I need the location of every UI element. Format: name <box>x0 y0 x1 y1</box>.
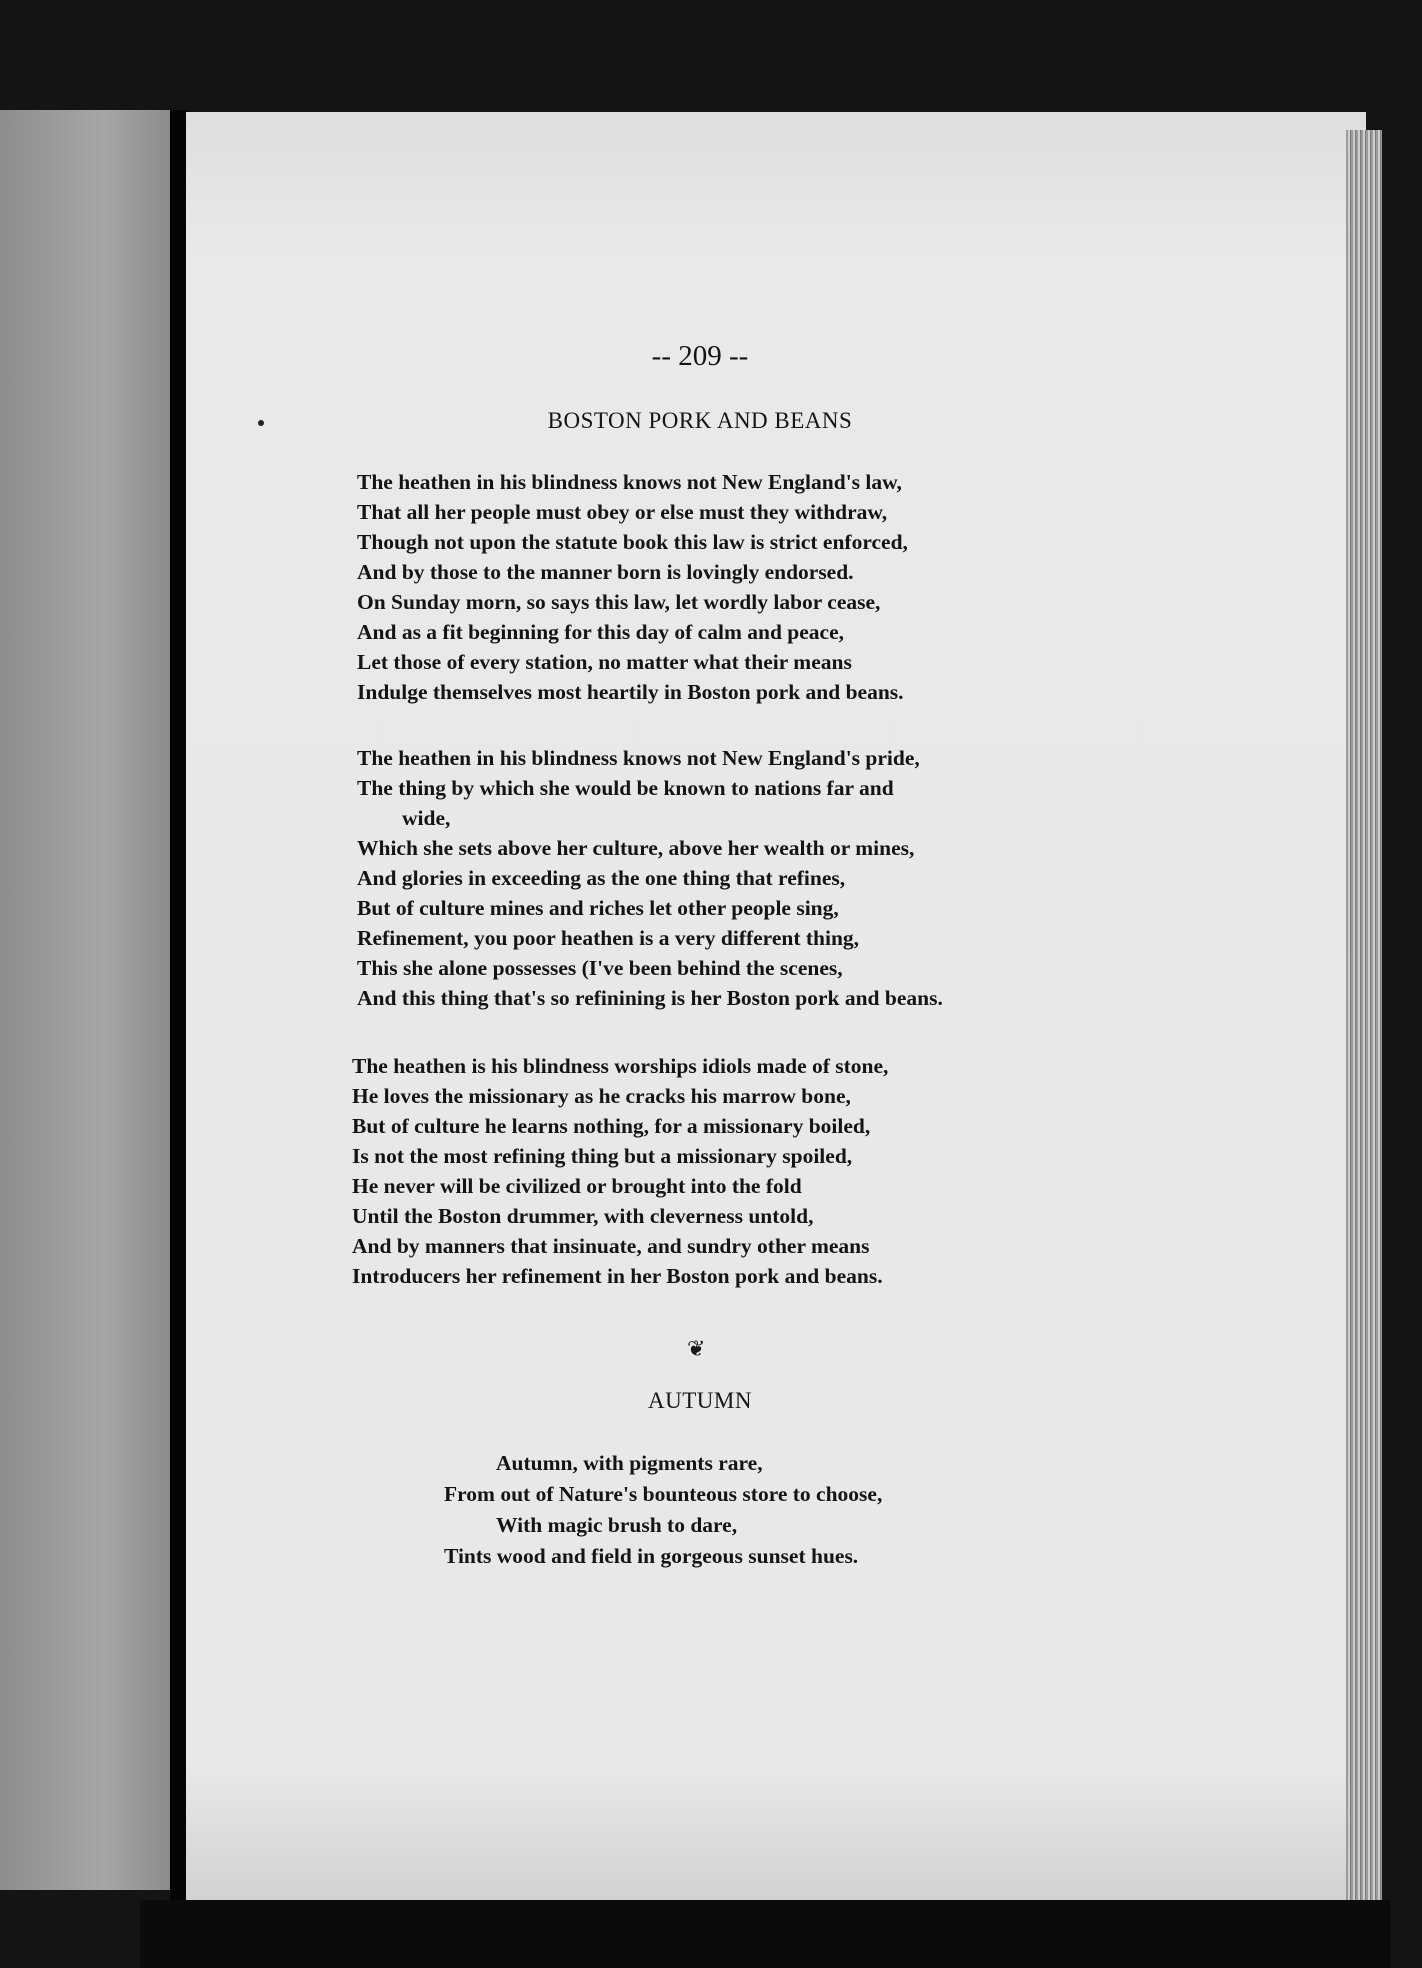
page-edges <box>1346 130 1382 1930</box>
verse-line: And this thing that's so refinining is her Boston pork and beans. <box>357 986 943 1010</box>
poem-title-autumn: AUTUMN <box>648 1388 752 1413</box>
stanza-1 <box>357 467 908 707</box>
verse-line: Which she sets above her culture, above her wealth or mines, <box>357 836 915 860</box>
verse-line: And as a fit beginning for this day of calm and peace, <box>357 620 844 644</box>
verse-line: Let those of every station, no matter what their means <box>357 650 852 674</box>
verse-line: The heathen is his blindness worships idiols made of stone, <box>352 1054 889 1078</box>
verse-line: The heathen in his blindness knows not New England's law, <box>357 470 902 494</box>
verse-line: This she alone possesses (I've been behind the scenes, <box>357 956 843 980</box>
verse-line: Refinement, you poor heathen is a very different thing, <box>357 926 860 950</box>
poem-title-boston-pork-and-beans: BOSTON PORK AND BEANS <box>547 408 853 433</box>
autumn-stanza <box>444 1448 882 1572</box>
verse-line: Until the Boston drummer, with cleverness untold, <box>352 1204 814 1228</box>
verse-line: The thing by which she would be known to nations far and <box>357 776 894 800</box>
verse-line: And by manners that insinuate, and sundry other means <box>352 1234 870 1258</box>
verse-line: He loves the missionary as he cracks his marrow bone, <box>352 1084 851 1108</box>
verse-line: Tints wood and field in gorgeous sunset hues. <box>444 1544 859 1568</box>
verse-line: He never will be civilized or brought into the fold <box>352 1174 802 1198</box>
margin-dot <box>258 420 264 426</box>
verse-line: But of culture he learns nothing, for a missionary boiled, <box>352 1114 871 1138</box>
bottom-shadow <box>140 1900 1390 1968</box>
verse-line: Indulge themselves most heartily in Boston pork and beans. <box>357 680 904 704</box>
verse-line: On Sunday morn, so says this law, let wordly labor cease, <box>357 590 881 614</box>
page-number: -- 209 -- <box>651 340 749 372</box>
verse-line: That all her people must obey or else must they withdraw, <box>357 500 888 524</box>
verse-line: Introducers her refinement in her Boston pork and beans. <box>352 1264 883 1288</box>
verse-line: Though not upon the statute book this law is strict enforced, <box>357 530 908 554</box>
verse-line-continuation: wide, <box>402 806 451 830</box>
verse-line: Autumn, with pigments rare, <box>496 1451 763 1475</box>
verse-line: And glories in exceeding as the one thing that refines, <box>357 866 846 890</box>
stanza-3 <box>352 1051 888 1291</box>
stanza-2 <box>357 743 943 1013</box>
left-facing-page <box>0 110 175 1890</box>
verse-line: But of culture mines and riches let other people sing, <box>357 896 839 920</box>
verse-line: The heathen in his blindness knows not New England's pride, <box>357 746 920 770</box>
verse-line: Is not the most refining thing but a missionary spoiled, <box>352 1144 853 1168</box>
verse-line: From out of Nature's bounteous store to choose, <box>444 1482 883 1506</box>
verse-line: With magic brush to dare, <box>496 1513 738 1537</box>
verse-line: And by those to the manner born is lovingly endorsed. <box>357 560 854 584</box>
fleuron-ornament-icon: ❦ <box>687 1336 706 1361</box>
